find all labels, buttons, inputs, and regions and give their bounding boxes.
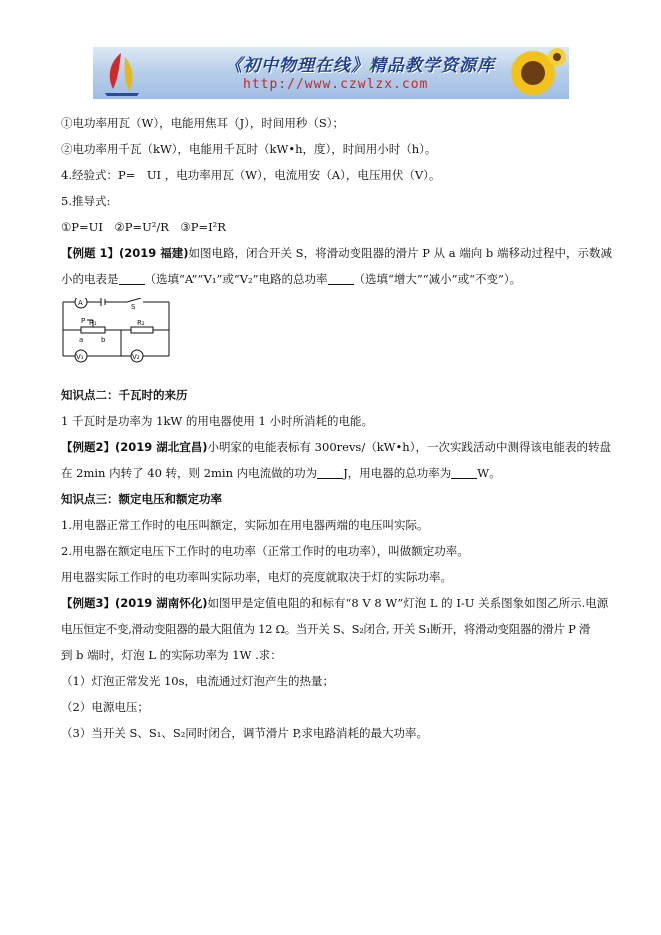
- example-2-tag: 【例题2】(2019 湖北宜昌): [61, 440, 208, 454]
- header-banner: [93, 47, 569, 99]
- text-line: 4.经验式：P= UI ，电功率用瓦（W），电流用安（A），电压用伏（V）。: [61, 168, 441, 182]
- section-title: 知识点三：额定电压和额定功率: [61, 492, 222, 506]
- r1-label: R₁: [89, 319, 97, 327]
- text-fragment: 在 2min 内转了 40 转，则 2min 内电流做的功为: [61, 466, 318, 480]
- text-fragment: J，用电器的总功率为: [343, 466, 452, 480]
- switch-label: S: [131, 303, 136, 311]
- r2-label: R₂: [137, 319, 145, 327]
- text-line: 2.用电器在额定电压下工作时的电功率（正常工作时的电功率），叫做额定功率。: [61, 544, 469, 558]
- end-a-label: a: [79, 336, 84, 344]
- ammeter-label: A: [78, 299, 83, 307]
- text-fragment: 小的电表是: [61, 272, 119, 286]
- slider-label: P: [81, 317, 86, 325]
- formula-line: ①P=UI ②P=U²/R ③P=I²R: [61, 220, 226, 234]
- section-title: 知识点二：千瓦时的来历: [61, 388, 188, 402]
- end-b-label: b: [101, 336, 106, 344]
- text-line: 5.推导式:: [61, 194, 111, 208]
- example-1: [61, 240, 616, 266]
- text-fragment: （选填“A”“V₁”或“V₂”电路的总功率: [144, 272, 328, 286]
- voltmeter-1-label: V₁: [76, 353, 84, 361]
- voltmeter-2-label: V₂: [132, 353, 140, 361]
- example-1-cont: [61, 266, 616, 292]
- example-2-cont: [61, 460, 616, 486]
- example-1-tag: 【例题 1】(2019 福建): [61, 246, 189, 260]
- sunflower-icon: [493, 47, 569, 99]
- example-3-tag: 【例题3】(2019 湖南怀化): [61, 596, 208, 610]
- text-line: ②电功率用千瓦（kW），电能用千瓦时（kW•h，度），时间用小时（h）。: [61, 142, 437, 156]
- circuit-diagram: [61, 298, 171, 378]
- text-line: 1.用电器正常工作时的电压叫额定，实际加在用电器两端的电压叫实际。: [61, 518, 429, 532]
- text-line: 1 千瓦时是功率为 1kW 的用电器使用 1 小时所消耗的电能。: [61, 414, 374, 428]
- logo-icon: [99, 49, 143, 97]
- question-3: （3）当开关 S、S₁、S₂同时闭合，调节滑片 P,求电路消耗的最大功率。: [61, 726, 429, 740]
- answer-blank: [451, 464, 477, 479]
- text-line: 到 b 端时，灯泡 L 的实际功率为 1W .求：: [61, 648, 282, 662]
- example-1-text: 如图电路，闭合开关 S，将滑动变阻器的滑片 P 从 a 端向 b 端移动过程中，示数减: [188, 246, 612, 260]
- question-2: （2）电源电压；: [61, 700, 149, 714]
- example-2: [61, 434, 616, 460]
- text-line: 电压恒定不变,滑动变阻器的最大阻值为 12 Ω。当开关 S、S₂闭合, 开关 S₁断开，将滑动变阻器的滑片 P 滑: [61, 622, 591, 636]
- question-1: （1）灯泡正常发光 10s，电流通过灯泡产生的热量；: [61, 674, 335, 688]
- answer-blank: [328, 270, 354, 285]
- example-2-text: 小明家的电能表标有 300revs/（kW•h），一次实践活动中测得该电能表的转盘: [207, 440, 611, 454]
- text-line: ①电功率用瓦（W），电能用焦耳（J），时间用秒（S）；: [61, 116, 345, 130]
- document-body: [61, 110, 616, 746]
- text-line: 用电器实际工作时的电功率叫实际功率，电灯的亮度就取决于灯的实际功率。: [61, 570, 452, 584]
- answer-blank: [119, 270, 145, 285]
- text-fragment: （选填“增大”“减小”或“不变”）。: [353, 272, 522, 286]
- text-fragment: W。: [477, 466, 501, 480]
- example-3-text: 如图甲是定值电阻的和标有“8 V 8 W”灯泡 L 的 I-U 关系图象如图乙所示.电源: [207, 596, 609, 610]
- banner-title: 《初中物理在线》精品教学资源库: [225, 56, 495, 76]
- banner-url[interactable]: http://www.czwlzx.com: [243, 77, 429, 92]
- answer-blank: [317, 464, 343, 479]
- example-3: [61, 590, 616, 616]
